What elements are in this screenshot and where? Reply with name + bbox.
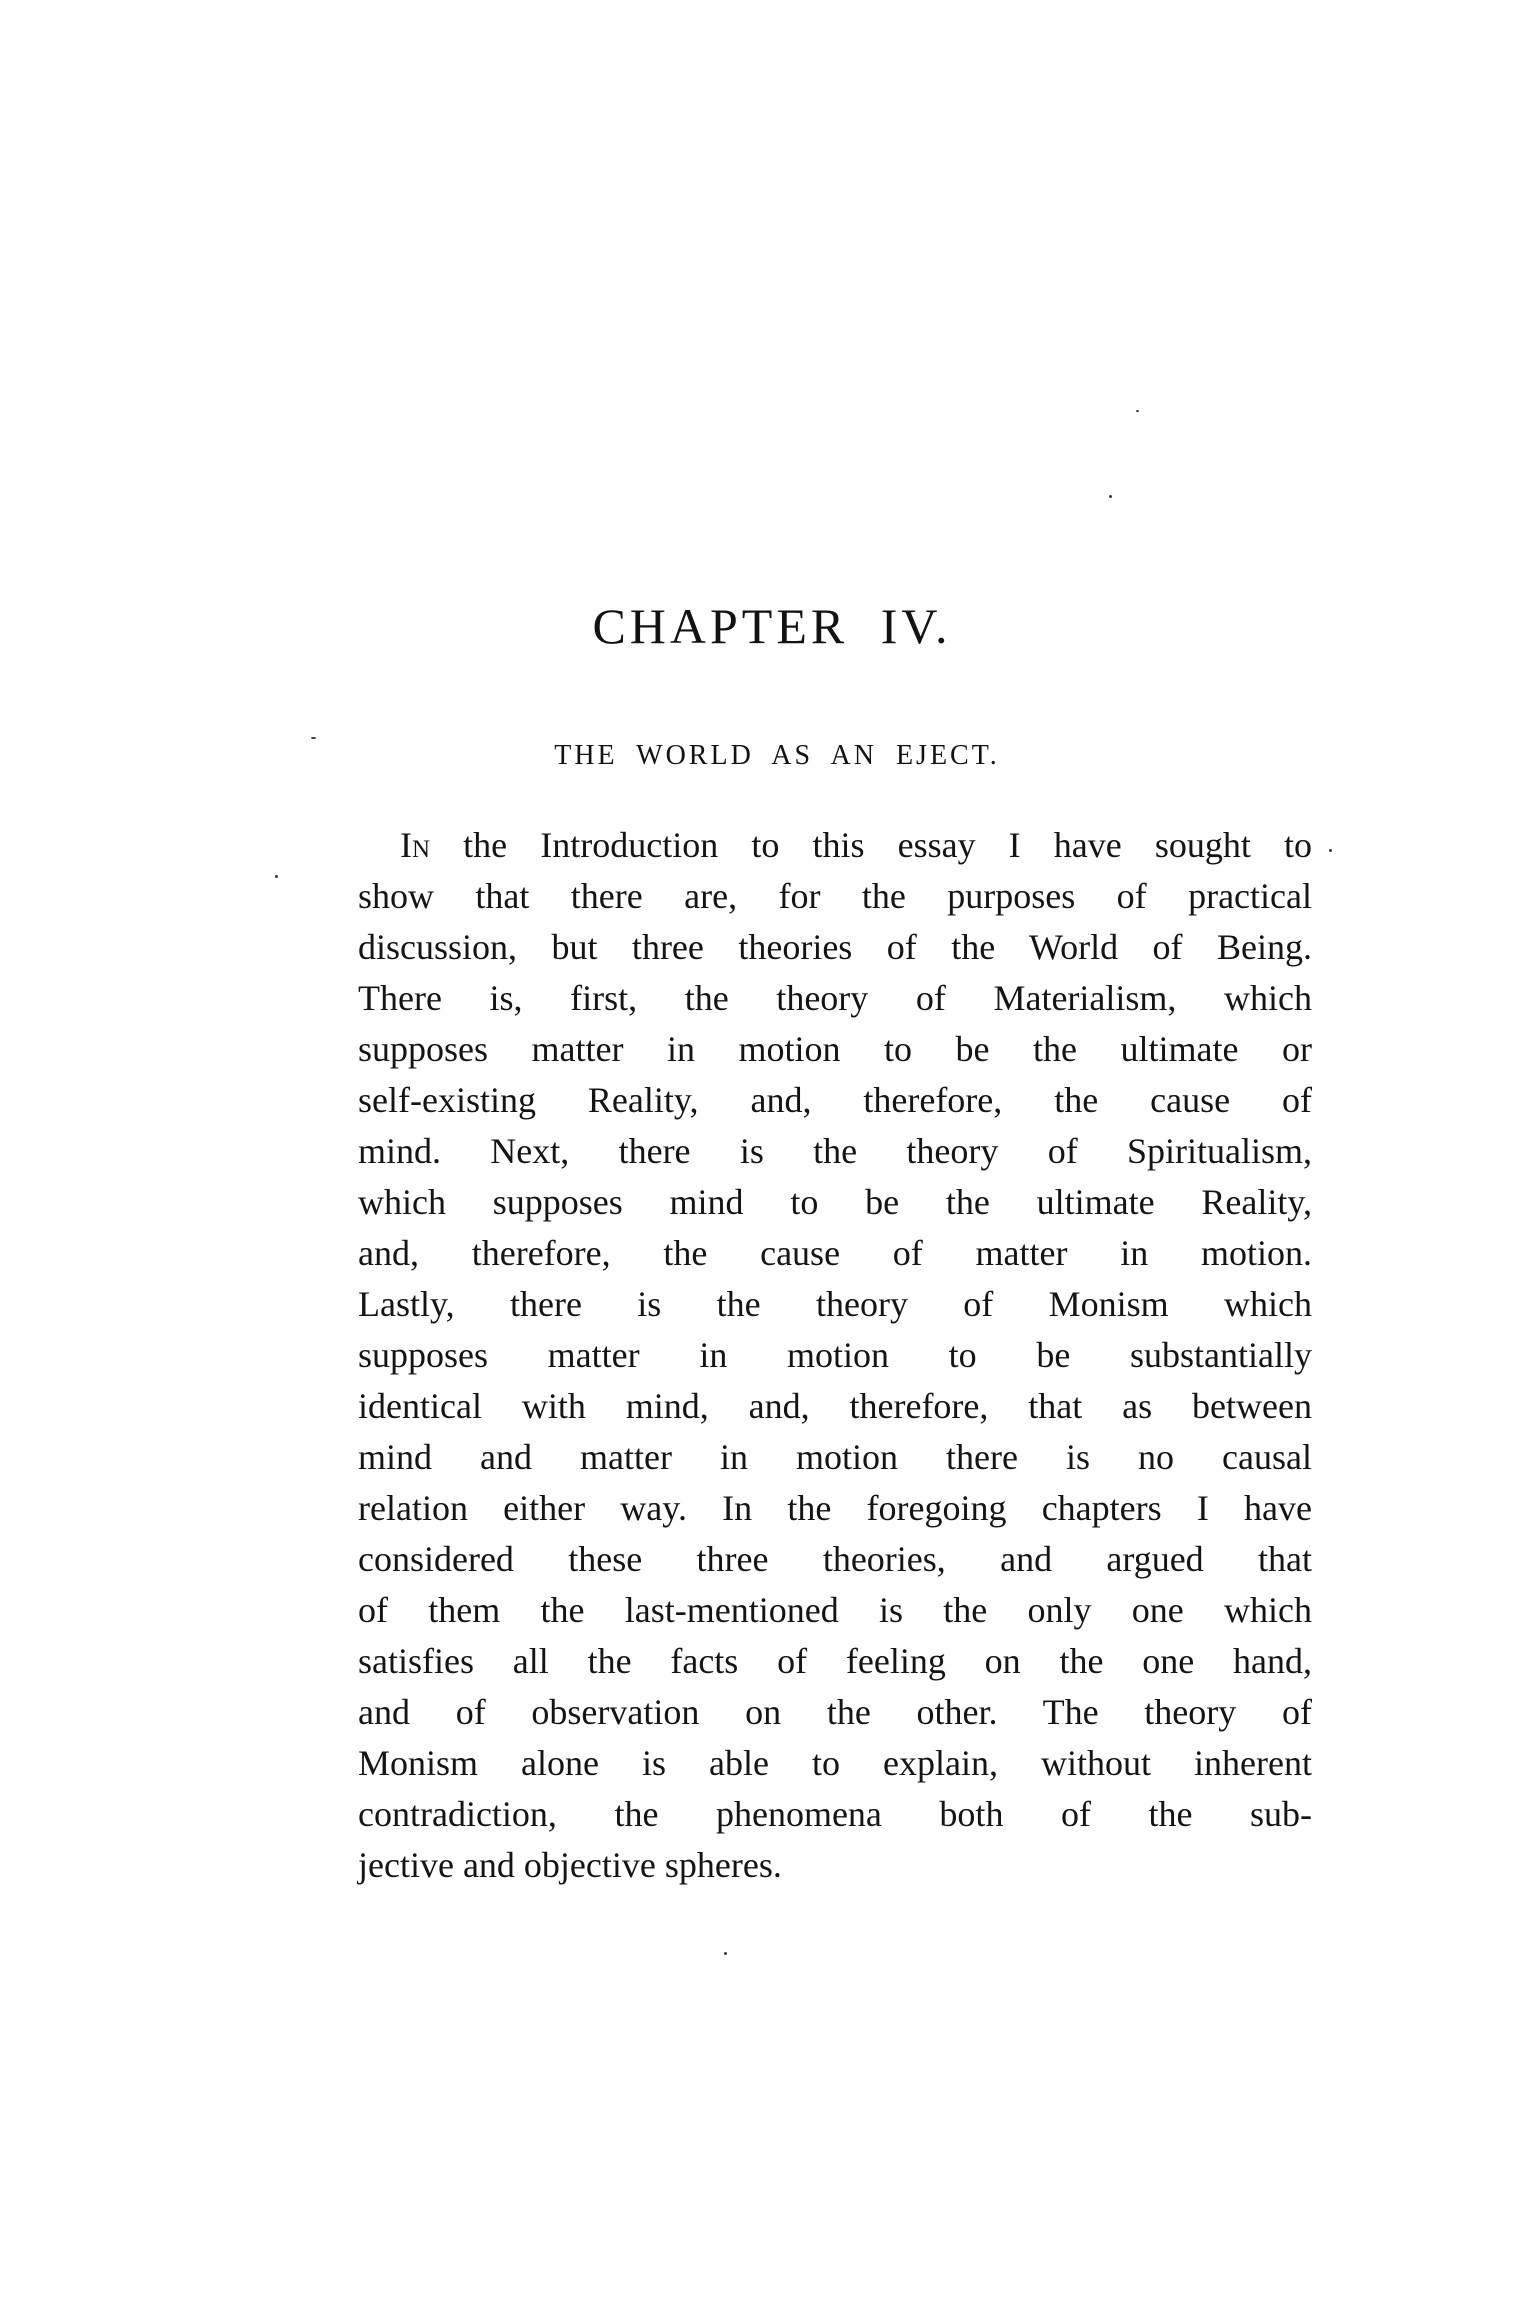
text-line: of them the last-mentioned is the only one which — [358, 1590, 1312, 1630]
scan-speck — [1329, 849, 1332, 852]
text-line-rest: the Introduction to this essay I have sought to — [463, 825, 1312, 865]
text-line: considered these three theories, and argued that — [358, 1539, 1312, 1579]
small-caps-lead: In — [400, 825, 431, 865]
text-line: supposes matter in motion to be substantially — [358, 1335, 1312, 1375]
text-line: and, therefore, the cause of matter in motion. — [358, 1233, 1312, 1273]
text-line: which supposes mind to be the ultimate Reality, — [358, 1182, 1312, 1222]
scan-speck — [1109, 495, 1112, 498]
text-line: mind. Next, there is the theory of Spiritualism, — [358, 1131, 1312, 1171]
text-line: self-existing Reality, and, therefore, the cause of — [358, 1080, 1312, 1120]
text-line: There is, first, the theory of Materialism, which — [358, 978, 1312, 1018]
scan-speck — [724, 1952, 727, 1955]
text-line: jective and objective spheres. — [358, 1845, 782, 1885]
scan-speck — [311, 737, 316, 739]
text-line: relation either way. In the foregoing chapters I have — [358, 1488, 1312, 1528]
text-line — [358, 820, 1312, 871]
text-line: show that there are, for the purposes of practical — [358, 876, 1312, 916]
text-line: mind and matter in motion there is no causal — [358, 1437, 1312, 1477]
text-line: discussion, but three theories of the World of Being. — [358, 927, 1312, 967]
section-heading: THE WORLD AS AN EJECT. — [554, 740, 1000, 771]
text-line: Monism alone is able to explain, without inherent — [358, 1743, 1312, 1783]
text-line: identical with mind, and, therefore, that as between — [358, 1386, 1312, 1426]
text-line: supposes matter in motion to be the ultimate or — [358, 1029, 1312, 1069]
scan-speck — [275, 875, 278, 878]
text-line: Lastly, there is the theory of Monism which — [358, 1284, 1312, 1324]
body-paragraph — [358, 820, 1312, 1891]
scan-speck — [1136, 410, 1139, 412]
text-line: contradiction, the phenomena both of the sub- — [358, 1794, 1312, 1834]
chapter-heading: CHAPTER IV. — [592, 598, 952, 654]
text-line: and of observation on the other. The theory of — [358, 1692, 1312, 1732]
text-line: satisfies all the facts of feeling on the one hand, — [358, 1641, 1312, 1681]
